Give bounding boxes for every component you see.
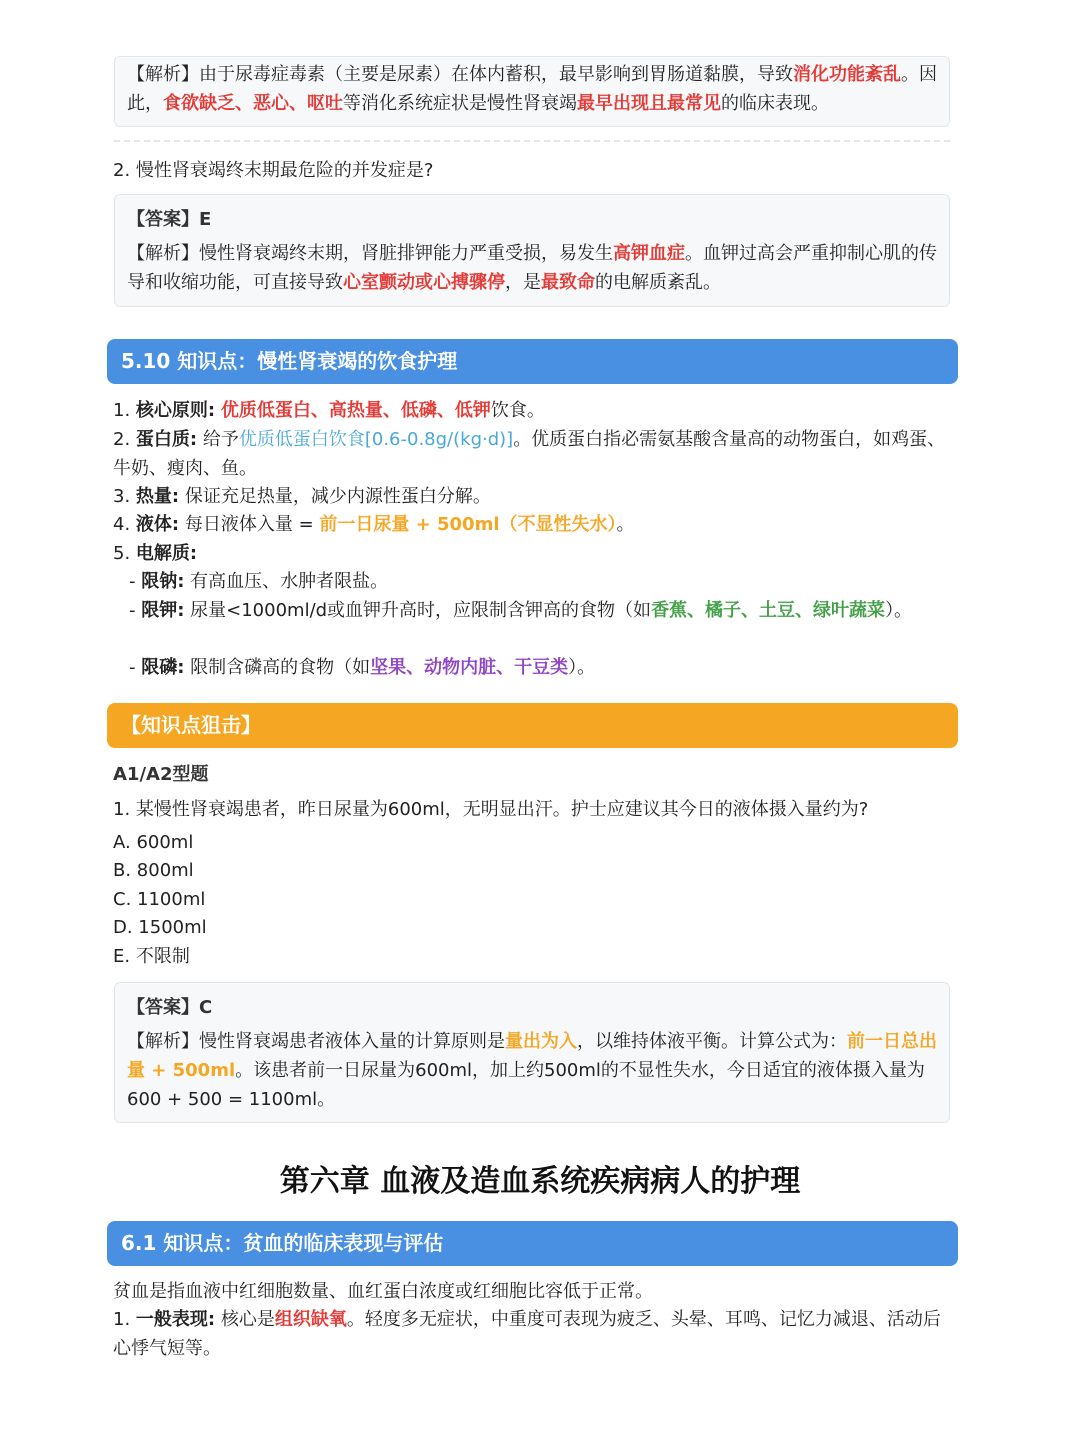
highlight: 前一日尿量 + 500ml（不显性失水） [319, 514, 617, 535]
list-item [113, 540, 197, 568]
item-text: 核心是 [215, 1309, 275, 1330]
highlight: 最早出现且最常见 [577, 93, 721, 114]
divider [114, 140, 950, 142]
item-number: 1. [113, 1309, 131, 1330]
highlight: 食欲缺乏、恶心、呕吐 [163, 93, 343, 114]
highlight: 组织缺氧 [274, 1309, 347, 1330]
highlight: 心室颤动或心搏骤停 [343, 272, 505, 293]
list-item [113, 397, 545, 425]
sub-dash: - [129, 571, 142, 592]
option-d: D. 1500ml [113, 917, 207, 938]
list-item [113, 483, 491, 511]
intro-text: 贫血是指血液中红细胞数量、血红蛋白浓度或红细胞比容低于正常。 [113, 1281, 653, 1302]
highlight: 消化功能紊乱 [793, 64, 901, 85]
list-item [113, 1306, 949, 1363]
item-key: 电解质: [135, 543, 198, 564]
item-text: 限制含磷高的食物（如 [184, 657, 371, 678]
sub-item [113, 597, 949, 626]
analysis-text: 。血钾过高会严重抑制心肌的传导和收缩功能，可直接导致 [127, 243, 937, 293]
analysis-text: 。该患者前一日尿量为600ml，加上约500ml的不显性失水，今日适宜的液体摄入量为600 + 500 = 1100ml。 [127, 1060, 925, 1110]
section-header-6-1: 6.1 知识点：贫血的临床表现与评估 [107, 1221, 958, 1266]
item-number: 4. [113, 514, 131, 535]
option-b: B. 800ml [113, 860, 194, 881]
item-text: 有高血压、水肿者限盐。 [184, 571, 389, 592]
highlight: 高钾血症 [613, 243, 685, 264]
analysis-label: 【解析】 [127, 64, 199, 85]
snipe-question: 1. 某慢性肾衰竭患者，昨日尿量为600ml，无明显出汗。护士应建议其今日的液体摄入量约为? [113, 799, 869, 820]
item-text: ）。 [568, 657, 596, 678]
item-text: 。优质蛋白指必需氨基酸含量高的动物蛋白，如鸡蛋、牛奶、瘦肉、鱼。 [113, 429, 946, 479]
q2-answer-box [114, 194, 950, 307]
list-item [113, 511, 635, 539]
item-number: 2. [113, 429, 131, 450]
highlight: 香蕉、橘子、土豆、绿叶蔬菜 [651, 600, 886, 621]
analysis-text: 由于尿毒症毒素（主要是尿素）在体内蓄积，最早影响到胃肠道黏膜，导致 [199, 64, 793, 85]
analysis-text: ，以维持体液平衡。计算公式为： [577, 1031, 847, 1052]
sub-dash: - [129, 657, 142, 678]
sub-item [129, 568, 388, 596]
sub-dash: - [129, 600, 142, 621]
analysis-text: 的临床表现。 [721, 93, 829, 114]
analysis-label: 【解析】 [127, 1031, 199, 1052]
item-key: 一般表现: [135, 1309, 216, 1330]
list-item [113, 426, 949, 483]
highlight: 坚果、动物内脏、干豆类 [370, 657, 569, 678]
analysis-text: 。因此， [127, 64, 937, 114]
analysis [127, 1027, 937, 1114]
chapter-title: 第六章 血液及造血系统疾病病人的护理 [279, 1164, 801, 1199]
highlight: 最致命 [541, 272, 595, 293]
item-text: 每日液体入量 = [179, 514, 320, 535]
item-text: 饮食。 [490, 400, 545, 421]
option-e: E. 不限制 [113, 946, 190, 967]
item-text: ）。 [885, 600, 913, 621]
section-header-5-10: 5.10 知识点：慢性肾衰竭的饮食护理 [107, 339, 958, 384]
analysis-text: 慢性肾衰竭终末期，肾脏排钾能力严重受损，易发生 [199, 243, 613, 264]
q1-analysis-box [114, 56, 950, 127]
highlight: 优质低蛋白饮食[0.6-0.8g/(kg·d)] [238, 429, 514, 450]
highlight: 前一日总出量 + 500ml [127, 1031, 937, 1081]
question-2: 2. 慢性肾衰竭终末期最危险的并发症是? [113, 160, 434, 181]
item-number: 3. [113, 486, 131, 507]
item-key: 液体: [135, 514, 180, 535]
highlight: 量出为入 [505, 1031, 577, 1052]
analysis [127, 239, 937, 297]
snipe-answer-box [114, 982, 950, 1123]
item-key: 核心原则: [135, 400, 216, 421]
snipe-header: 【知识点狙击】 [107, 703, 958, 748]
analysis-text: ，是 [505, 272, 541, 293]
analysis-text: 等消化系统症状是慢性肾衰竭 [343, 93, 577, 114]
item-text: 保证充足热量，减少内源性蛋白分解。 [179, 486, 491, 507]
item-key: 限钾: [141, 600, 185, 621]
analysis-text: 的电解质紊乱。 [595, 272, 721, 293]
item-key: 热量: [135, 486, 180, 507]
item-key: 限钠: [141, 571, 185, 592]
analysis-label: 【解析】 [127, 243, 199, 264]
item-number: 1. [113, 400, 131, 421]
item-key: 蛋白质: [135, 429, 198, 450]
sub-item [129, 654, 595, 682]
answer-label: 【答案】E [127, 209, 212, 230]
item-number: 5. [113, 543, 131, 564]
item-key: 限磷: [141, 657, 185, 678]
item-text: 尿量<1000ml/d或血钾升高时，应限制含钾高的食物（如 [184, 600, 652, 621]
answer-label: 【答案】C [127, 997, 213, 1018]
item-text: 给予 [197, 429, 239, 450]
item-text: 。 [616, 514, 635, 535]
option-c: C. 1100ml [113, 889, 206, 910]
analysis-text: 慢性肾衰竭患者液体入量的计算原则是 [199, 1031, 505, 1052]
option-a: A. 600ml [113, 832, 194, 853]
question-type: A1/A2型题 [113, 764, 209, 785]
item-text: 。轻度多无症状，中重度可表现为疲乏、头晕、耳鸣、记忆力减退、活动后心悸气短等。 [113, 1309, 941, 1359]
highlight: 优质低蛋白、高热量、低磷、低钾 [220, 400, 491, 421]
